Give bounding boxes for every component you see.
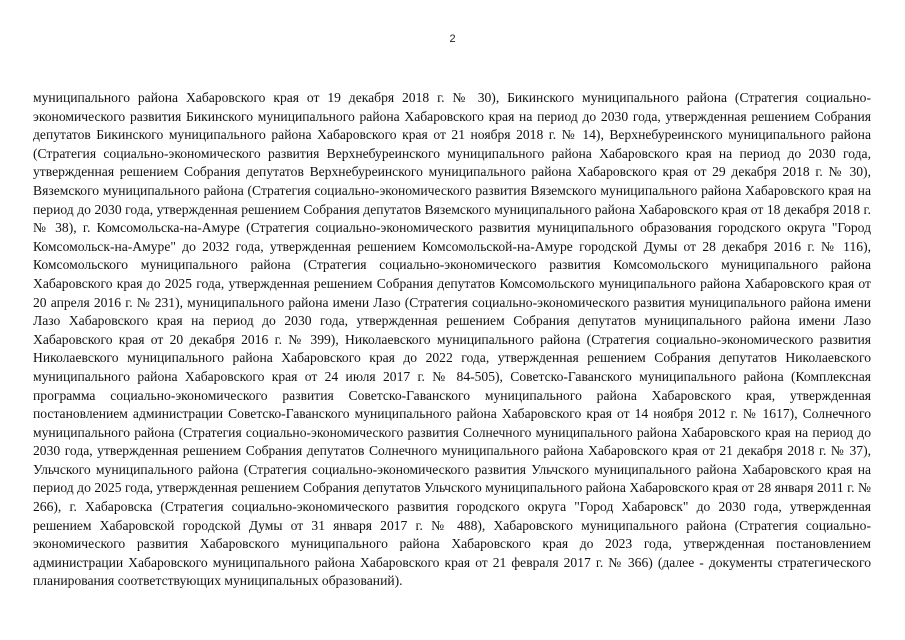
body-paragraph: муниципального района Хабаровского края от 19 декабря 2018 г. № 30), Бикинского муниципального района (Стратегия социально-экономического развития Бикинского муниципального района Хабаровского края на период до 2030 года, утвержденная решением Собрания депутатов Бикинского муниципального района Хабаровского края от 21 ноября 2018 г. № 14), Верхнебуреинского муниципального района (Стратегия социально-экономического развития Верхнебуреинского муниципального района Хабаровского края на период до 2030 года, утвержденная решением Собрания депутатов Верхнебуреинского муниципального района Хабаровского края от 29 декабря 2018 г. № 30), Вяземского муниципального района (Стратегия социально-экономического развития Вяземского муниципального района Хабаровского края на период до 2030 года, утвержденная решением Собрания депутатов Вяземского муниципального района Хабаровского края от 18 декабря 2018 г. № 38), г. Комсомольска-на-Амуре (Стратегия социально-экономического развития муниципального образования городского округа "Город Комсомольск-на-Амуре" до 2032 года, утвержденная решением Комсомольской-на-Амуре городской Думы от 28 декабря 2016 г. № 116), Комсомольского муниципального района (Стратегия социально-экономического развития Комсомольского муниципального района Хабаровского края до 2025 года, утвержденная решением Собрания депутатов Комсомольского муниципального района Хабаровского края от 20 апреля 2016 г. № 231), муниципального района имени Лазо (Стратегия социально-экономического развития муниципального района имени Лазо Хабаровского края на период до 2030 года, утвержденная решением Собрания депутатов муниципального района имени Лазо Хабаровского края от 20 декабря 2016 г. № 399), Николаевского муниципального района (Стратегия социально-экономического развития Николаевского муниципального района Хабаровского края до 2022 года, утвержденная решением Собрания депутатов Николаевского муниципального района Хабаровского края от 24 июля 2017 г. № 84-505), Советско-Гаванского муниципального района (Комплексная программа социально-экономического развития Советско-Гаванского муниципального района Хабаровского края, утвержденная постановлением администрации Советско-Гаванского муниципального района Хабаровского края от 14 ноября 2012 г. № 1617), Солнечного муниципального района (Стратегия социально-экономического развития Солнечного муниципального района Хабаровского края на период до 2030 года, утвержденная решением Собрания депутатов Солнечного муниципального района Хабаровского края от 21 декабря 2018 г. № 37), Ульчского муниципального района (Стратегия социально-экономического развития Ульчского муниципального района Хабаровского края на период до 2025 года, утвержденная решением Собрания депутатов Ульчского муниципального района Хабаровского края от 28 января 2011 г. № 266), г. Хабаровска (Стратегия социально-экономического развития городского округа "Город Хабаровск" до 2030 года, утвержденная решением Хабаровской городской Думы от 31 января 2017 г. № 488), Хабаровского муниципального района (Стратегия социально-экономического развития Хабаровского муниципального района Хабаровского края до 2023 года, утвержденная постановлением администрации Хабаровского муниципального района Хабаровского края от 21 февраля 2017 г. № 366) (далее - документы стратегического планирования соответствующих муниципальных образований).: [33, 90, 871, 589]
page-number: 2: [449, 33, 456, 45]
